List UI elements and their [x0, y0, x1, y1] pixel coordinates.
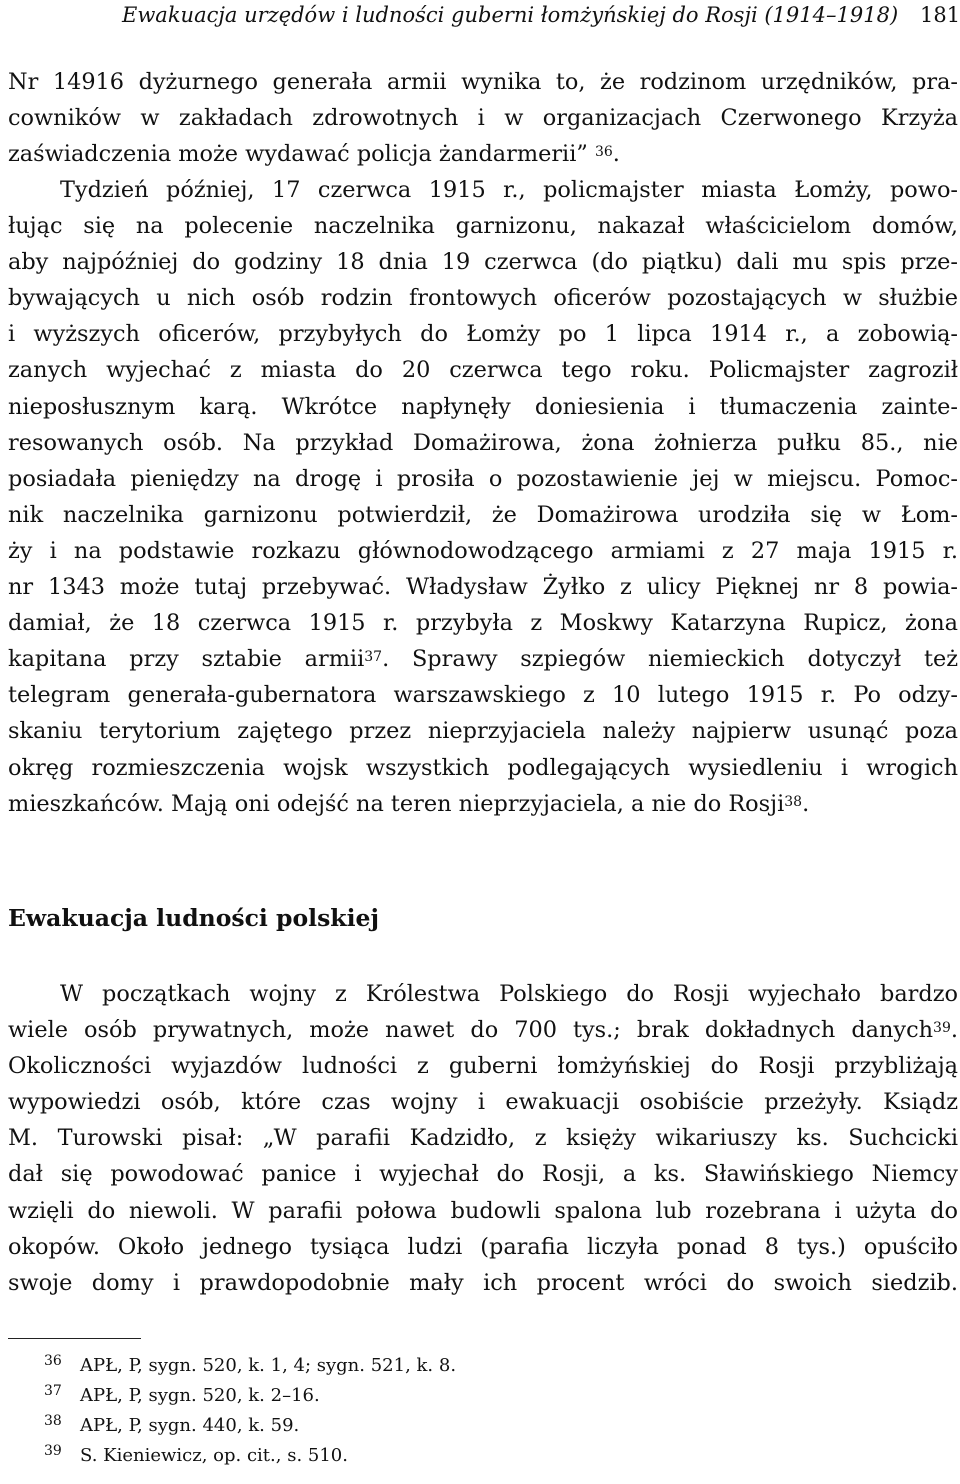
text-line: ży i na podstawie rozkazu głównodowodzącego armiami z 27 maja 1915 r.	[8, 537, 958, 564]
text-line: nieposłusznym karą. Wkrótce napłynęły doniesienia i tłumaczenia zainte-	[8, 393, 958, 420]
footnote-text: APŁ, P, sygn. 440, k. 59.	[80, 1415, 300, 1436]
running-title: Ewakuacja urzędów i ludności guberni łomżyńskiej do Rosji (1914–1918)	[122, 3, 899, 27]
footnote-number: 39	[44, 1443, 62, 1459]
footnote-text: APŁ, P, sygn. 520, k. 1, 4; sygn. 521, k. 8.	[80, 1355, 457, 1376]
text-line: Okoliczności wyjazdów ludności z guberni łomżyńskiej do Rosji przybliżają	[8, 1053, 958, 1080]
text-line: M. Turowski pisał: „W parafii Kadzidło, z księży wikariuszy ks. Suchcicki	[8, 1125, 958, 1152]
text-line: damiał, że 18 czerwca 1915 r. przybyła z Moskwy Katarzyna Rupicz, żona	[8, 610, 958, 637]
text-line: bywających u nich osób rodzin frontowych oficerów pozostających w służbie	[8, 285, 958, 312]
text-line: Nr 14916 dyżurnego generała armii wynika to, że rodzinom urzędników, pra-	[8, 69, 958, 95]
text-line: Tydzień później, 17 czerwca 1915 r., policmajster miasta Łomży, powo-	[60, 177, 958, 203]
footnote-ref-36[interactable]: 36	[594, 144, 613, 161]
footnote-ref-39[interactable]: 39	[933, 1020, 951, 1037]
footnote-37	[44, 1381, 944, 1411]
running-header	[0, 0, 960, 40]
text-line: posiadała pieniędzy na drogę i prosiła o pozostawienie jej w miejscu. Pomoc-	[8, 465, 958, 492]
text-fragment: .	[950, 1017, 958, 1044]
footnote-38	[44, 1411, 944, 1441]
text-line: okręg rozmieszczenia wojsk wszystkich podlegających wysiedleniu i wrogich	[8, 754, 958, 781]
text-line: swoje domy i prawdopodobnie mały ich procent wróci do swoich siedzib.	[8, 1269, 958, 1296]
text-fragment: zaświadczenia może wydawać policja żandarmerii”	[8, 141, 588, 168]
text-line: skaniu terytorium zajętego przez nieprzyjaciela należy najpierw usunąć poza	[8, 718, 958, 745]
text-line: okopów. Około jednego tysiąca ludzi (parafia liczyła ponad 8 tys.) opuściło	[8, 1233, 958, 1260]
text-line: nik naczelnika garnizonu potwierdził, że Domażirowa urodziła się w Łom-	[8, 501, 958, 528]
footnote-ref-37[interactable]: 37	[364, 649, 383, 666]
paragraph-2	[8, 172, 958, 822]
text-line	[8, 641, 958, 677]
text-fragment: .	[802, 790, 810, 817]
section-heading: Ewakuacja ludności polskiej	[8, 904, 379, 932]
text-line: cowników w zakładach zdrowotnych i w organizacjach Czerwonego Krzyża	[8, 105, 958, 132]
text-fragment: mieszkańców. Mają oni odejść na teren nieprzyjaciela, a nie do Rosji	[8, 790, 785, 817]
text-fragment: wiele osób prywatnych, może nawet do 700 tys.; brak dokładnych danych	[8, 1017, 934, 1044]
footnote-text: S. Kieniewicz, op. cit., s. 510.	[80, 1445, 348, 1466]
paragraph-3	[8, 976, 958, 1301]
footnotes	[44, 1351, 944, 1471]
text-line: nr 1343 może tutaj przebywać. Władysław Żyłko z ulicy Pięknej nr 8 powia-	[8, 574, 958, 601]
text-line: wypowiedzi osób, które czas wojny i ewakuacji osobiście przeżyły. Ksiądz	[8, 1089, 958, 1116]
text-line: dał się powodować panice i wyjechał do Rosji, a ks. Sławińskiego Niemcy	[8, 1161, 958, 1188]
footnote-ref-38[interactable]: 38	[784, 793, 803, 810]
text-line: aby najpóźniej do godziny 18 dnia 19 czerwca (do piątku) dali mu spis prze-	[8, 249, 958, 276]
footnote-number: 37	[44, 1383, 62, 1399]
page-number: 181	[920, 3, 960, 27]
footnote-number: 38	[44, 1413, 62, 1429]
text-line: zanych wyjechać z miasta do 20 czerwca tego roku. Policmajster zagroził	[8, 357, 958, 384]
footnote-36	[44, 1351, 944, 1381]
text-line: i wyższych oficerów, przybyłych do Łomży po 1 lipca 1914 r., a zobowią-	[8, 321, 958, 348]
footnote-text: APŁ, P, sygn. 520, k. 2–16.	[80, 1385, 320, 1406]
text-fragment: kapitana przy sztabie armii	[8, 646, 365, 673]
text-line: telegram generała-gubernatora warszawskiego z 10 lutego 1915 r. Po odzy-	[8, 682, 958, 709]
text-line	[8, 786, 958, 822]
footnote-separator	[8, 1338, 141, 1339]
text-fragment: . Sprawy szpiegów niemieckich dotyczył też	[382, 646, 958, 673]
text-line: W początkach wojny z Królestwa Polskiego do Rosji wyjechało bardzo	[60, 981, 958, 1007]
text-line: resowanych osób. Na przykład Domażirowa, żona żołnierza pułku 85., nie	[8, 429, 958, 456]
text-fragment: .	[612, 141, 620, 168]
paragraph-1	[8, 64, 958, 172]
text-line	[8, 1012, 958, 1048]
text-line	[8, 136, 958, 172]
footnote-39	[44, 1441, 944, 1471]
footnote-number: 36	[44, 1353, 62, 1369]
text-line: łując się na polecenie naczelnika garnizonu, nakazał właścicielom domów,	[8, 213, 958, 240]
text-line: wzięli do niewoli. W parafii połowa budowli spalona lub rozebrana i użyta do	[8, 1197, 958, 1224]
